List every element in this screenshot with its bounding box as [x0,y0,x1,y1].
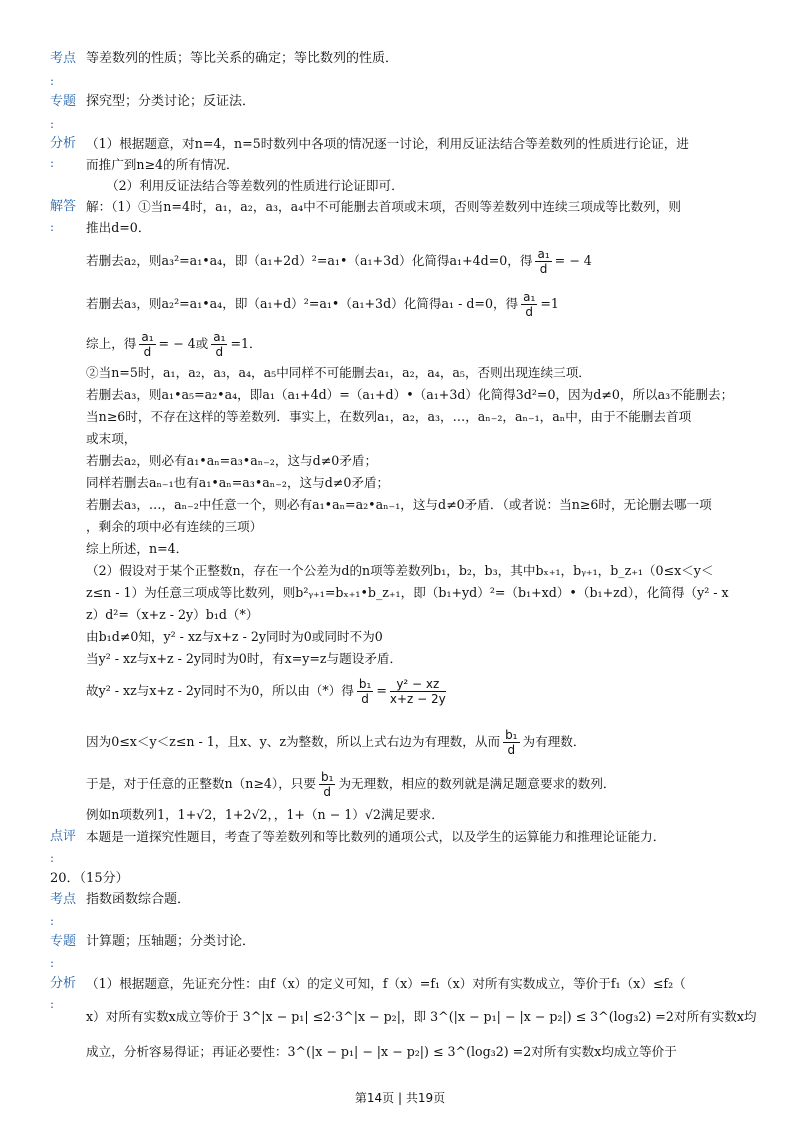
part2-line8-post: 为无理数，相应的数列就是满足题意要求的数列． [338,776,616,791]
delete-a2-result: = − 4 [554,253,592,268]
fraction-numerator: b₁ [358,677,372,691]
q19-n6-line4: 同样若删去aₙ₋₁也有a₁•aₙ=a₃•aₙ₋₂，这与d≠0矛盾； [86,475,390,490]
q19-n5-line1: ②当n=5时，a₁，a₂，a₃，a₄，a₅中同样不可能删去a₁，a₂，a₄，a₅，否则出现连续三项． [86,365,591,380]
part2-line6-text: 故y² - xz与x+z - 2y同时不为0，所以由（*）得 [86,683,354,698]
q19-n5-line2: 若删去a₃，则a₁•a₅=a₂•a₄，即a₁（a₁+4d）=（a₁+d）•（a₁+3d）化简得3d²=0，因为d≠0，所以a₃不能删去； [86,387,734,402]
summary-result: =1． [230,336,262,351]
fraction-numerator: a₁ [141,330,154,344]
label-colon: : [50,156,55,170]
q19-kaodian: 等差数列的性质；等比关系的确定；等比数列的性质． [86,51,399,66]
q19-fenxi-line2: 而推广到n≥4的所有情况． [86,157,239,172]
q19-n6-line2: 或末项， [86,431,137,446]
q19-fenxi-line1: （1）根据题意，对n=4，n=5时数列中各项的情况逐一讨论，利用反证法结合等差数列的性质进行论证，进 [86,136,689,151]
fraction-denominator: d [143,345,152,359]
fraction-numerator: b₁ [321,770,334,784]
q19-part2-line5: 当y² - xz与x+z - 2y同时为0时，有x=y=z与题设矛盾． [86,651,403,666]
page-footer: 第14页 | 共19页 [354,1091,446,1105]
fraction-a1-over-d [211,330,227,359]
q19-n6-line6: ，剩余的项中必有连续的三项） [86,519,263,534]
q19-part2-line8 [86,770,752,799]
fraction-b1-over-d [357,677,373,706]
q19-part2-line4: 由b₁d≠0知，y² - xz与x+z - 2y同时为0或同时不为0 [86,629,383,644]
q20-zhuanti: 计算题；压轴题；分类讨论． [86,934,256,949]
fraction-numerator: a₁ [537,247,550,261]
q20-fenxi-line3: 成立，分析容易得证；再证必要性：3^(|x − p₁| − |x − p₂|) ≤ 3^(log₃2) =2对所有实数x均成立等价于 [86,1044,677,1059]
fraction-b1-over-d [503,728,519,757]
q19-part2-line1: （2）假设对于某个正整数n，存在一个公差为d的n项等差数列b₁，b₂，b₃，其中bₓ₊₁，bᵧ₊₁，b_z₊₁（0≤x＜y＜ [86,563,714,578]
delete-a3-result: =1 [540,296,559,311]
equals-sign: = [376,683,387,698]
fraction-denominator: d [507,743,516,757]
summary-text: 综上，得 [86,336,137,351]
q19-dianping: 本题是一道探究性题目，考查了等差数列和等比数列的通项公式，以及学生的运算能力和推理论证能力． [86,829,666,844]
label-colon: : [50,74,55,88]
q19-part2-line2: z≤n - 1）为任意三项成等比数列，则b²ᵧ₊₁=bₓ₊₁•b_z₊₁，即（b₁+yd）²=（b₁+xd）•（b₁+zd），化简得（y² - x [86,585,729,600]
q20-fenxi-line2: x）对所有实数x成立等价于 3^|x − p₁| ≤2·3^|x − p₂|，即 3^(|x − p₁| − |x − p₂|) ≤ 3^(log₃2) =2对所有实数x均 [86,1009,757,1024]
label-fenxi: 分析 [50,976,77,991]
label-colon: : [50,851,55,865]
q19-jieda-line1: 解：（1）①当n=4时，a₁，a₂，a₃，a₄中不可能删去首项或末项，否则等差数列中连续三项成等比数列，则 [86,199,681,214]
label-colon: : [50,997,55,1011]
part2-line8-text: 于是，对于任意的正整数n（n≥4），只要 [86,776,316,791]
fraction-denominator: d [323,785,332,799]
label-fenxi: 分析 [50,136,77,151]
q20-fenxi-line1: （1）根据题意，先证充分性：由f（x）的定义可知，f（x）=f₁（x）对所有实数成立，等价于f₁（x）≤f₂（ [86,976,686,991]
q19-n6-line7: 综上所述，n=4． [86,541,189,556]
part2-line7-text: 因为0≤x＜y＜z≤n - 1，且x、y、z为整数，所以上式右边为有理数，从而 [86,734,501,749]
q20-header: 20．（15分） [50,871,129,886]
fraction-denominator: d [215,345,224,359]
q19-jieda-line2: 推出d=0． [86,220,151,235]
q19-n6-line3: 若删去a₂，则必有a₁•aₙ=a₃•aₙ₋₂，这与d≠0矛盾； [86,453,378,468]
label-jieda: 解答 [50,199,77,214]
fraction-denominator: d [361,692,369,706]
q19-n6-line5: 若删去a₃，…，aₙ₋₂中任意一个，则必有a₁•aₙ=a₂•aₙ₋₁，这与d≠0矛盾．（或者说：当n≥6时，无论删去哪一项 [86,497,712,512]
q19-delete-a3-line [86,290,752,319]
fraction-rhs [390,677,446,706]
fraction-a1-over-d [521,290,537,319]
q19-delete-a2-line [86,247,752,276]
delete-a2-text: 若删去a₂，则a₃²=a₁•a₄，即（a₁+2d）²=a₁•（a₁+3d）化简得a₁+4d=0，得 [86,253,533,268]
label-kaodian: 考点 [50,892,77,907]
q19-part2-line7 [86,728,752,757]
fraction-denominator: x+z − 2y [389,692,446,706]
label-kaodian: 考点 [50,51,77,66]
fraction-denominator: d [525,305,534,319]
q19-fenxi-line3: （2）利用反证法结合等差数列的性质进行论证即可． [106,178,404,193]
fraction-denominator: d [539,262,548,276]
q19-summary-line [86,330,752,359]
fraction-numerator: a₁ [213,330,226,344]
q19-n6-line1: 当n≥6时，不存在这样的等差数列．事实上，在数列a₁，a₂，a₃，…，aₙ₋₂，aₙ₋₁，aₙ中，由于不能删去首项 [86,409,692,424]
q20-kaodian: 指数函数综合题． [86,892,191,907]
label-colon: : [50,914,55,928]
summary-mid: = − 4或 [158,336,209,351]
fraction-numerator: y² − xz [390,677,446,692]
fraction-a1-over-d [139,330,155,359]
label-colon: : [50,117,55,131]
q19-zhuanti: 探究型；分类讨论；反证法． [86,94,256,109]
part2-line7-post: 为有理数． [522,734,586,749]
label-zhuanti: 专题 [50,94,77,109]
fraction-a1-over-d [535,247,551,276]
label-dianping: 点评 [50,829,77,844]
q19-part2-line9: 例如n项数列1，1+√2，1+2√2，，1+（n − 1）√2满足要求． [86,807,444,822]
delete-a3-text: 若删去a₃，则a₂²=a₁•a₄，即（a₁+d）²=a₁•（a₁+3d）化简得a₁ - d=0，得 [86,296,519,311]
fraction-numerator: a₁ [523,290,536,304]
label-colon: : [50,220,55,234]
label-zhuanti: 专题 [50,934,77,949]
q19-part2-line3: z）d²=（x+z - 2y）b₁d（*） [86,607,259,622]
fraction-numerator: b₁ [505,728,518,742]
q19-part2-line6 [86,677,752,706]
fraction-b1-over-d [319,770,335,799]
label-colon: : [50,956,55,970]
